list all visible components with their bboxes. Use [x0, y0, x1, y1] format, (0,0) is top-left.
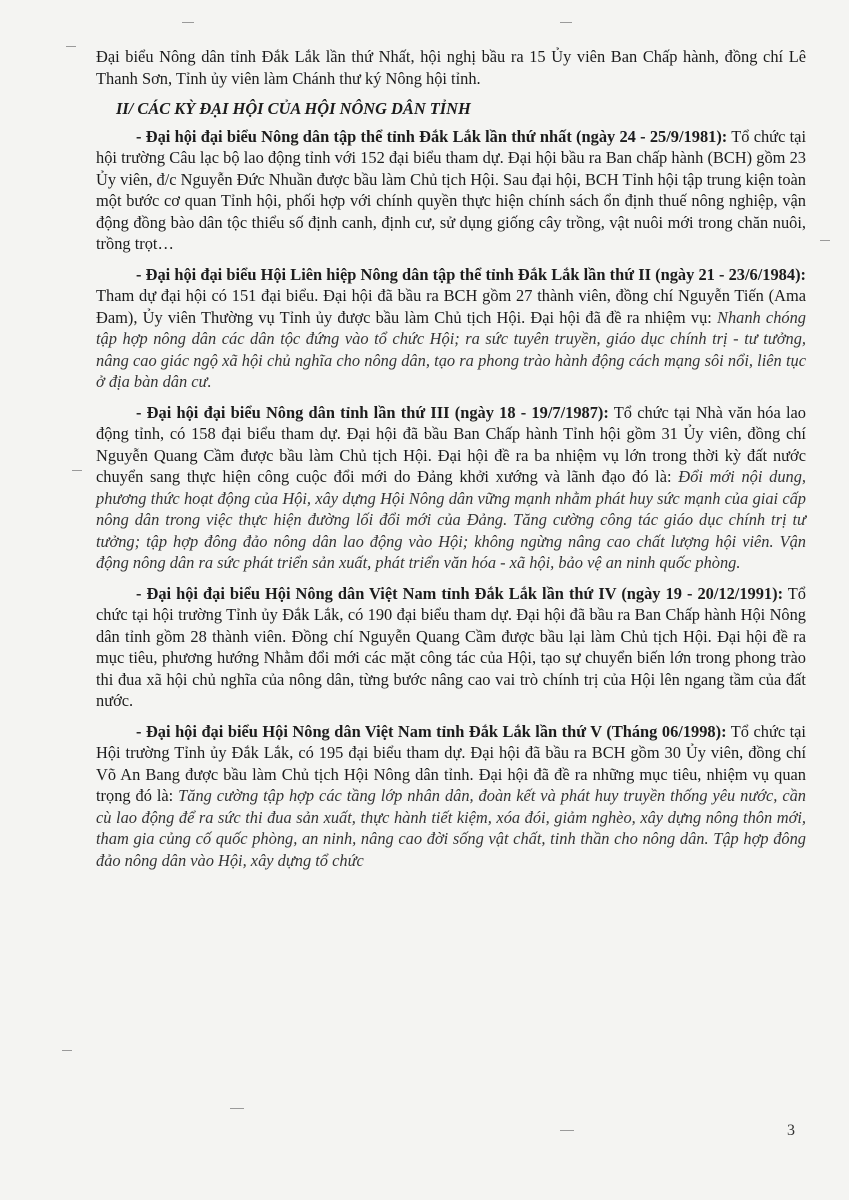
congress-1-title: - Đại hội đại biểu Nông dân tập thể tỉnh Đắk Lắk lần thứ nhất (ngày 24 - 25/9/1981):	[136, 126, 728, 146]
section-heading: II/ CÁC KỲ ĐẠI HỘI CỦA HỘI NÔNG DÂN TỈNH	[116, 99, 471, 118]
scan-mark	[66, 46, 76, 47]
congress-5-body: Tổ chức tại Hội trường Tỉnh ủy Đắk Lắk, có 195 đại biểu tham dự. Đại hội đã bầu ra BCH gồm 30 Ủy viên, đồng chí Võ An Bang được bầu làm Chủ tịch Hội Nông dân tỉnh. Đại hội đã đề ra những mục tiêu, nhiệm vụ quan trọng đó là:	[96, 721, 806, 805]
congress-2-title: - Đại hội đại biểu Hội Liên hiệp Nông dân tập thể tỉnh Đắk Lắk lần thứ II (ngày 21 - 23/6/1984):	[136, 264, 806, 284]
scan-mark	[560, 22, 572, 23]
congress-4-title: - Đại hội đại biểu Hội Nông dân Việt Nam tỉnh Đắk Lắk lần thứ IV (ngày 19 - 20/12/1991):	[136, 583, 784, 603]
scan-mark	[72, 470, 82, 471]
congress-5-title: - Đại hội đại biểu Hội Nông dân Việt Nam tỉnh Đắk Lắk lần thứ V (Tháng 06/1998):	[136, 721, 727, 741]
congress-3-title: - Đại hội đại biểu Nông dân tỉnh lần thứ III (ngày 18 - 19/7/1987):	[136, 402, 609, 422]
congress-4-body: Tổ chức tại hội trường Tỉnh ủy Đắk Lắk, có 190 đại biểu tham dự. Đại hội đã bầu ra Ban Chấp hành Hội Nông dân tỉnh gồm 28 thành viên. Đồng chí Nguyễn Quang Cầm được bầu lại làm Chủ tịch Hội. Đại hội đề ra mục tiêu, phương hướng Nhằm đổi mới các mặt công tác của Hội, tạo sự chuyển biến lớn trong phong trào thi đua xã hội chủ nghĩa của nông dân, từng bước nâng cao vai trò chính trị của Hội lên ngang tầm của đất nước.	[96, 583, 806, 710]
scan-mark	[182, 22, 194, 23]
scan-mark	[62, 1050, 72, 1051]
intro-paragraph: Đại biểu Nông dân tỉnh Đắk Lắk lần thứ Nhất, hội nghị bầu ra 15 Ủy viên Ban Chấp hành, đồng chí Lê Thanh Sơn, Tỉnh ủy viên làm Chánh thư ký Nông hội tỉnh.	[96, 47, 806, 88]
scan-mark	[820, 240, 830, 241]
scan-mark	[560, 1130, 574, 1131]
congress-5-tasks: Tăng cường tập hợp các tầng lớp nhân dân, đoàn kết và phát huy truyền thống yêu nước, cần cù lao động để ra sức thi đua sản xuất, thực hành tiết kiệm, xóa đói, giảm nghèo, xây dựng nông thôn mới, tham gia củng cố quốc phòng, an ninh, nâng cao đời sống vật chất, tinh thần cho nông dân. Tập hợp đông đảo nông dân vào Hội, xây dựng tổ chức	[96, 786, 806, 870]
congress-1-paragraph	[96, 126, 806, 255]
scan-mark	[230, 1108, 244, 1109]
congress-2-paragraph	[96, 264, 806, 393]
congress-1-body: Tổ chức tại hội trường Câu lạc bộ lao động tỉnh với 152 đại biểu tham dự. Đại hội bầu ra Ban chấp hành (BCH) gồm 23 Ủy viên, đ/c Nguyễn Đức Nhuần được bầu làm Chủ tịch Hội. Sau đại hội, BCH Tỉnh hội tập trung kiện toàn một bước cơ quan Tỉnh hội, phối hợp với chính quyền thực hiện chính sách ổn định thuế nông nghiệp, vận động đồng bào dân tộc thiểu số định canh, định cư, sử dụng giống cây trồng, vật nuôi mới trong chăn nuôi, trồng trọt…	[96, 126, 806, 253]
congress-2-body: Tham dự đại hội có 151 đại biểu. Đại hội đã bầu ra BCH gồm 27 thành viên, đồng chí Nguyễn Tiến (Ama Đam), Ủy viên Thường vụ Tỉnh ủy được bầu làm Chủ tịch Hội. Đại hội đã đề ra nhiệm vụ:	[96, 286, 806, 327]
page-number: 3	[787, 1122, 795, 1139]
congress-2-tasks: Nhanh chóng tập hợp nông dân các dân tộc đứng vào tổ chức Hội; ra sức tuyên truyền, giáo dục chính trị - tư tưởng, nâng cao giác ngộ xã hội chủ nghĩa cho nông dân, tạo ra phong trào hành động cách mạng sôi nổi, liên tục ở địa bàn dân cư.	[96, 307, 806, 391]
congress-3-paragraph	[96, 402, 806, 574]
document-body	[96, 46, 806, 880]
congress-3-body: Tổ chức tại Nhà văn hóa lao động tỉnh, có 158 đại biểu tham dự. Đại hội đã bầu Ban Chấp hành Tỉnh hội gồm 31 Ủy viên, đồng chí Nguyễn Quang Cầm được bầu làm Chủ tịch Hội. Đại hội đề ra ba nhiệm vụ lớn trong thời kỳ đất nước chuyển sang thực hiện công cuộc đổi mới do Đảng khởi xướng và lãnh đạo đó là:	[96, 402, 806, 486]
congress-3-tasks: Đổi mới nội dung, phương thức hoạt động của Hội, xây dựng Hội Nông dân vững mạnh nhằm phát huy sức mạnh của giai cấp nông dân trong việc thực hiện đường lối đổi mới của Đảng. Tăng cường công tác giáo dục chính trị tư tưởng; tập hợp đông đảo nông dân lao động vào Hội; không ngừng nâng cao chất lượng hội viên. Vận động nông dân ra sức phát triển sản xuất, phát triển văn hóa - xã hội, bảo vệ an ninh quốc phòng.	[96, 467, 806, 572]
congress-5-paragraph	[96, 721, 806, 872]
congress-4-paragraph	[96, 583, 806, 712]
